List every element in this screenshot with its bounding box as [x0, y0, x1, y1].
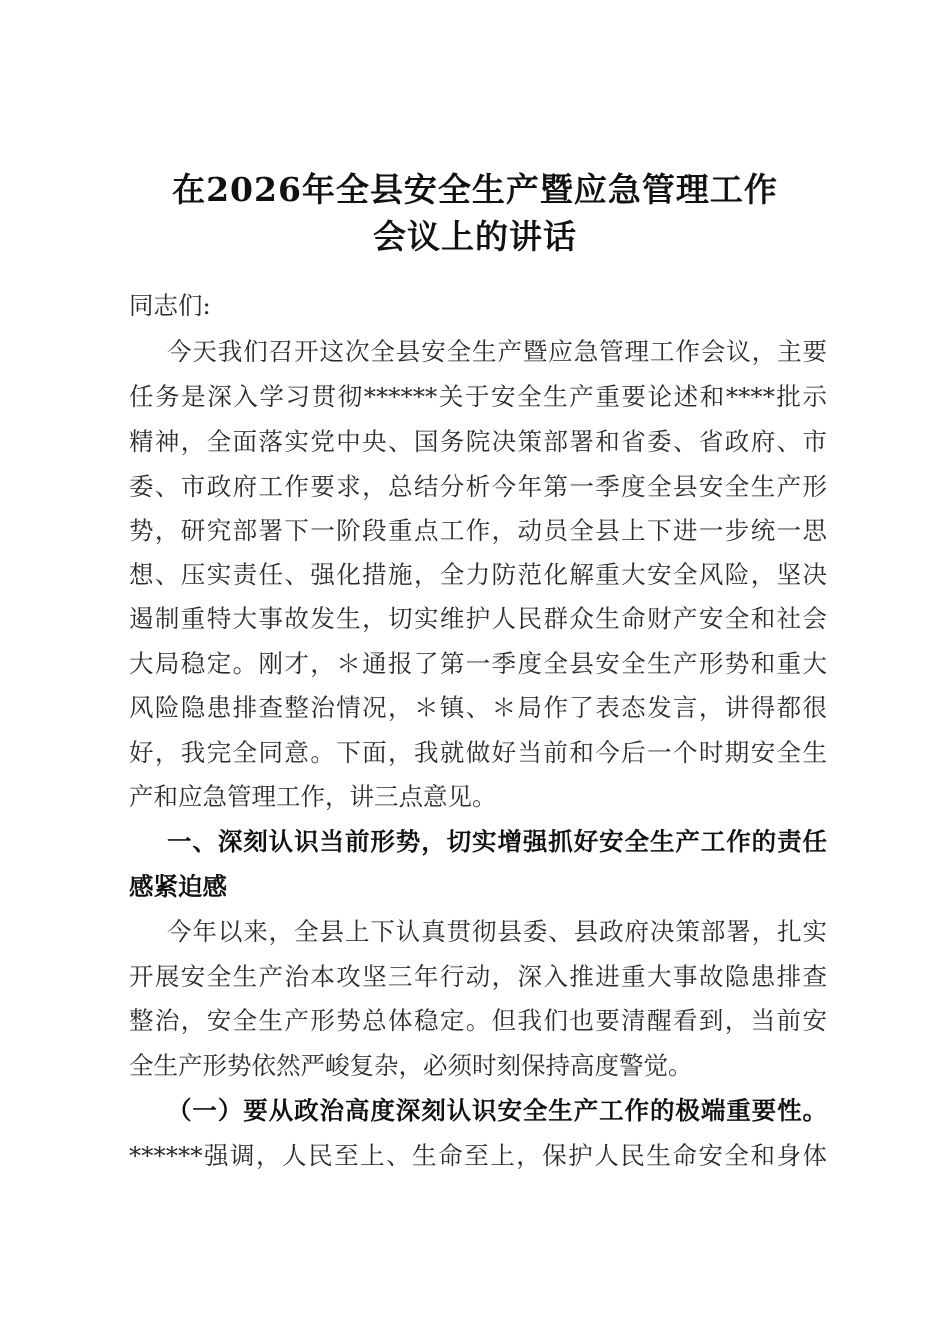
paragraph-1-line: 任务是深入学习贯彻******关于安全生产重要论述和****批示 — [129, 382, 827, 411]
paragraph-1-line: 遏制重特大事故发生，切实维护人民群众生命财产安全和社会 — [129, 604, 827, 633]
paragraph-1-line: 大局稳定。刚才，＊通报了第一季度全县安全生产形势和重大 — [129, 649, 827, 678]
salutation: 同志们: — [129, 291, 211, 320]
document-title-line-2: 会议上的讲话 — [373, 217, 577, 256]
section-heading-1: 一、深刻认识当前形势，切实增强抓好安全生产工作的责任 — [167, 827, 827, 856]
paragraph-2-line: 整治，安全生产形势总体稳定。但我们也要清醒看到，当前安 — [129, 1006, 827, 1035]
paragraph-2-line: 全生产形势依然严峻复杂，必须时刻保持高度警觉。 — [129, 1051, 693, 1080]
paragraph-2-line: 今年以来，全县上下认真贯彻县委、县政府决策部署，扎实 — [167, 917, 827, 946]
paragraph-1-line: 好，我完全同意。下面，我就做好当前和今后一个时期安全生 — [129, 738, 827, 767]
paragraph-1-line: 委、市政府工作要求，总结分析今年第一季度全县安全生产形 — [129, 472, 827, 501]
paragraph-1-line: 产和应急管理工作，讲三点意见。 — [129, 782, 497, 811]
section-heading-1: 感紧迫感 — [129, 872, 227, 901]
paragraph-1-line: 势，研究部署下一阶段重点工作，动员全县上下进一步统一思 — [129, 516, 827, 545]
paragraph-1-line: 想、压实责任、强化措施，全力防范化解重大安全风险，坚决 — [129, 560, 827, 589]
subsection-heading-1: （一）要从政治高度深刻认识安全生产工作的极端重要性。 — [167, 1096, 827, 1125]
paragraph-1-line: 今天我们召开这次全县安全生产暨应急管理工作会议，主要 — [167, 337, 827, 366]
paragraph-1-line: 精神，全面落实党中央、国务院决策部署和省委、省政府、市 — [129, 427, 827, 456]
document-title-line-1: 在2026年全县安全生产暨应急管理工作 — [172, 170, 778, 209]
subsection-body-line: ******强调，人民至上、生命至上，保护人民生命安全和身体 — [129, 1141, 827, 1170]
paragraph-2-line: 开展安全生产治本攻坚三年行动，深入推进重大事故隐患排查 — [129, 962, 827, 991]
paragraph-1-line: 风险隐患排查整治情况，＊镇、＊局作了表态发言，讲得都很 — [129, 693, 827, 722]
